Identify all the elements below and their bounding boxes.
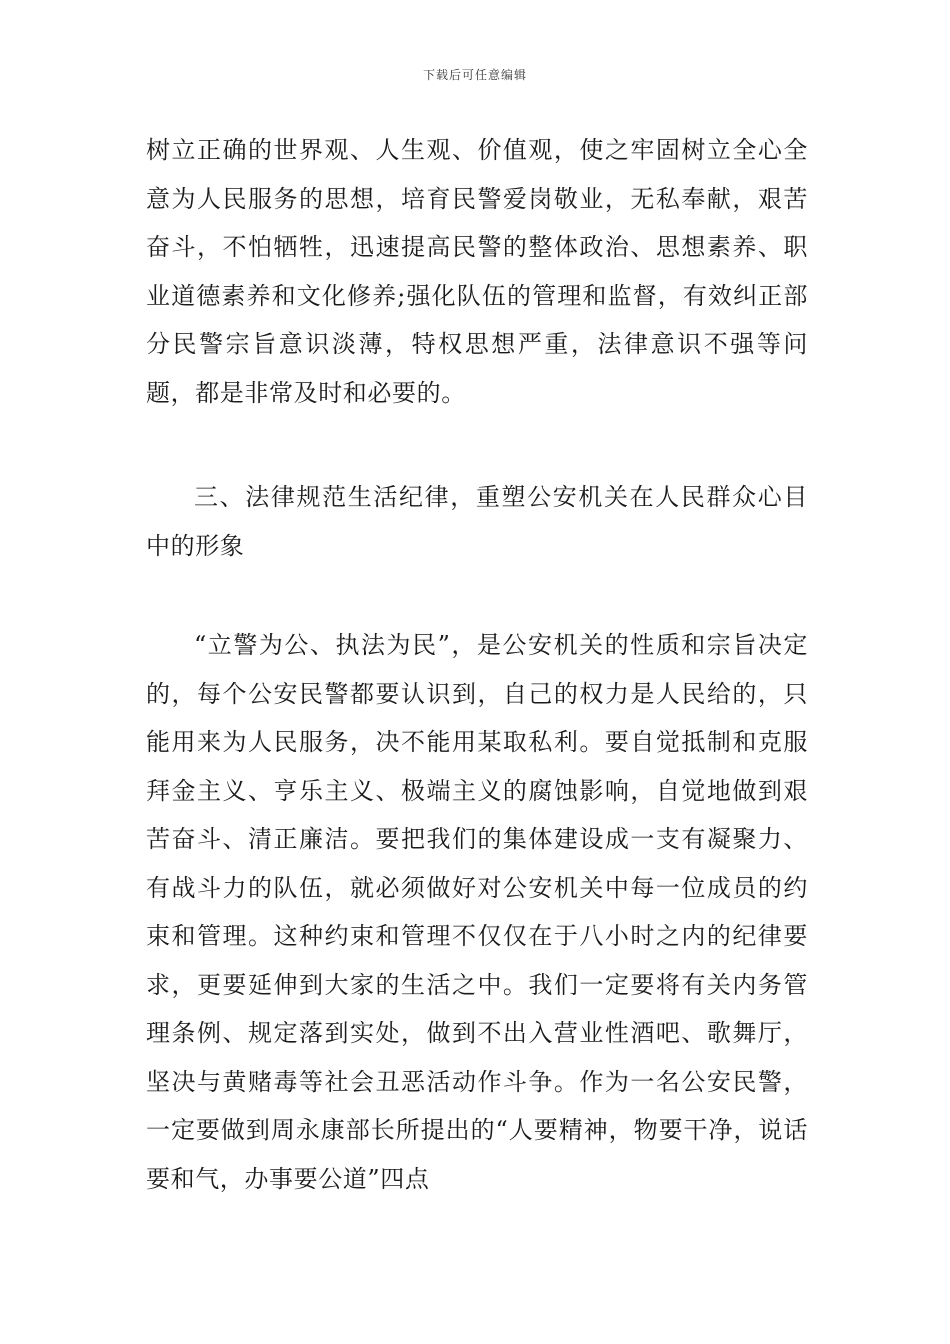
body-paragraph-2: “立警为公、执法为民”，是公安机关的性质和宗旨决定的，每个公安民警都要认识到，自己的权力是人民给的，只能用来为人民服务，决不能用某取私利。要自觉抵制和克服拜金主义、亨乐主义、极端主义的腐蚀影响，自觉地做到艰苦奋斗、清正廉洁。要把我们的集体建设成一支有凝聚力、有战斗力的队伍，就必须做好对公安机关中每一位成员的约束和管理。这种约束和管理不仅仅在于八小时之内的纪律要求，更要延伸到大家的生活之中。我们一定要将有关内务管理条例、规定落到实处，做到不出入营业性酒吧、歌舞厅，坚决与黄赌毒等社会丑恶活动作斗争。作为一名公安民警，一定要做到周永康部长所提出的“人要精神，物要干净，说话要和气，办事要公道”四点	[146, 631, 808, 1193]
body-paragraph-1: 树立正确的世界观、人生观、价值观，使之牢固树立全心全意为人民服务的思想，培育民警爱岗敬业，无私奉献，艰苦奋斗，不怕牺牲，迅速提高民警的整体政治、思想素养、职业道德素养和文化修养;强化队伍的管理和监督，有效纠正部分民警宗旨意识淡薄，特权思想严重，法律意识不强等问题，都是非常及时和必要的。	[146, 136, 808, 407]
section-heading: 三、法律规范生活纪律，重塑公安机关在人民群众心目中的形象	[146, 483, 808, 560]
page-header: 下载后可任意编辑	[422, 68, 527, 82]
